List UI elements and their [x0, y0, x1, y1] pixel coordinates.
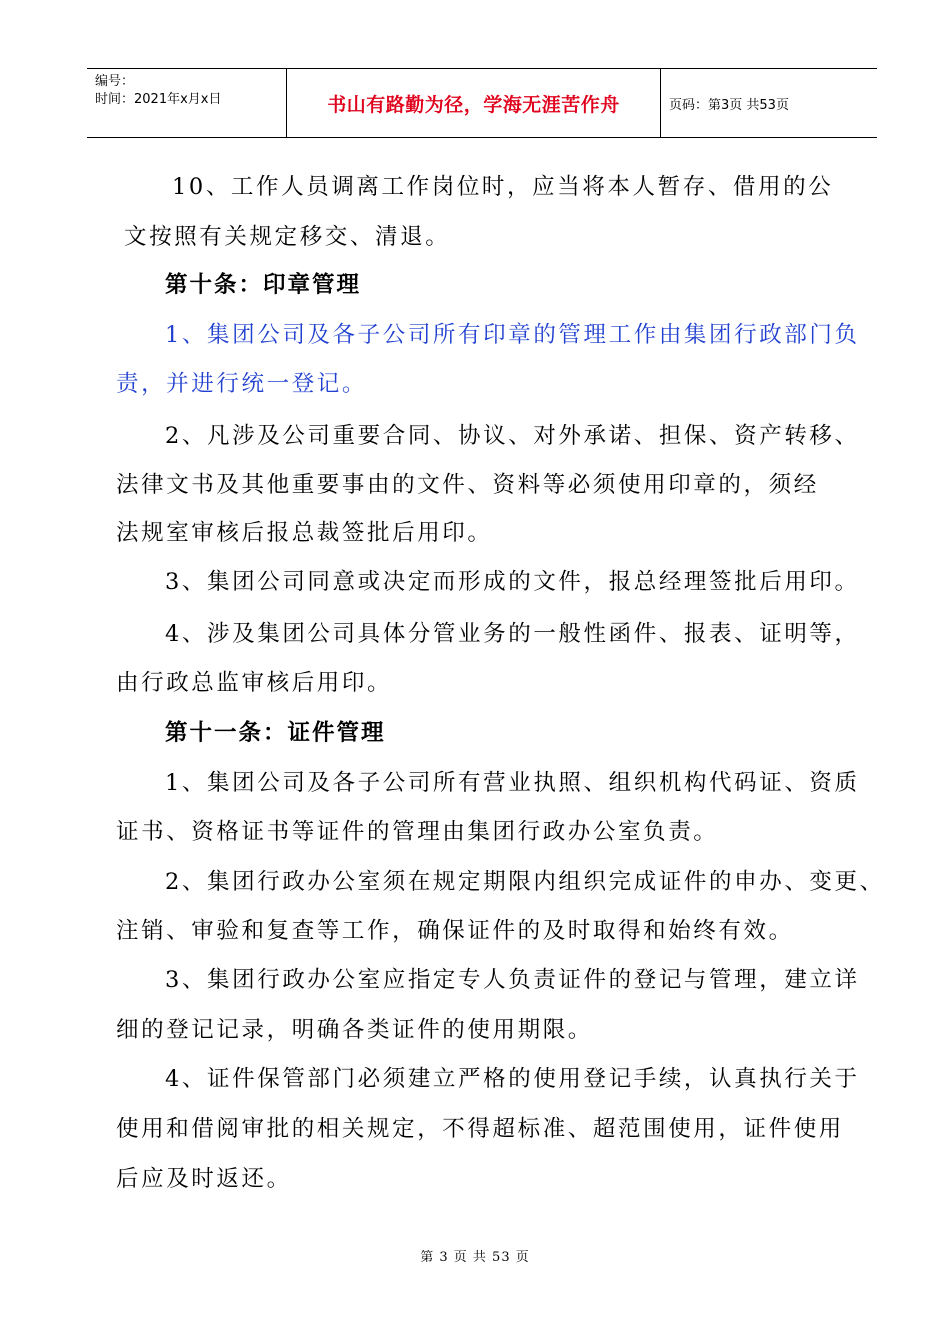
paragraph-line: 使用和借阅审批的相关规定，不得超标准、超范围使用，证件使用	[116, 1116, 844, 1142]
paragraph-line: 1、集团公司及各子公司所有营业执照、组织机构代码证、资质	[165, 770, 860, 796]
paragraph-line: 证书、资格证书等证件的管理由集团行政办公室负责。	[116, 819, 719, 845]
paragraph-line-highlighted: 责，并进行统一登记。	[116, 371, 368, 397]
page-footer: 第 3 页 共 53 页	[420, 1250, 530, 1265]
paragraph-line: 由行政总监审核后用印。	[116, 670, 393, 696]
header-motto: 书山有路勤为径，学海无涯苦作舟	[287, 69, 661, 137]
paragraph-line: 法律文书及其他重要事由的文件、资料等必须使用印章的，须经	[116, 472, 819, 498]
paragraph-line: 3、集团行政办公室应指定专人负责证件的登记与管理，建立详	[165, 967, 860, 993]
header-meta	[87, 69, 287, 137]
paragraph-line: 细的登记记录，明确各类证件的使用期限。	[116, 1017, 593, 1043]
section-heading-article-11: 第十一条：证件管理	[165, 720, 386, 746]
section-heading-article-10: 第十条：印章管理	[165, 272, 362, 298]
paragraph-line: 4、涉及集团公司具体分管业务的一般性函件、报表、证明等，	[165, 621, 860, 647]
paragraph-line: 4、证件保管部门必须建立严格的使用登记手续，认真执行关于	[165, 1066, 860, 1092]
paragraph-line: 3、集团公司同意或决定而形成的文件，报总经理签批后用印。	[165, 569, 860, 595]
header-page-code: 页码：第3页 共53页	[669, 97, 789, 113]
paragraph-line: 2、集团行政办公室须在规定期限内组织完成证件的申办、变更、	[165, 869, 885, 895]
document-number-label: 编号：	[95, 74, 135, 89]
paragraph-line: 2、凡涉及公司重要合同、协议、对外承诺、担保、资产转移、	[165, 423, 860, 449]
document-date: 时间：2021年x月x日	[95, 92, 222, 107]
page-header	[87, 68, 877, 138]
paragraph-line-highlighted: 1、集团公司及各子公司所有印章的管理工作由集团行政部门负	[165, 322, 860, 348]
paragraph-line: 法规室审核后报总裁签批后用印。	[116, 520, 493, 546]
paragraph-line: 文按照有关规定移交、清退。	[124, 224, 451, 250]
paragraph-line: 注销、审验和复查等工作，确保证件的及时取得和始终有效。	[116, 918, 794, 944]
paragraph-line: 10、工作人员调离工作岗位时，应当将本人暂存、借用的公	[172, 174, 834, 200]
paragraph-line: 后应及时返还。	[116, 1166, 292, 1192]
